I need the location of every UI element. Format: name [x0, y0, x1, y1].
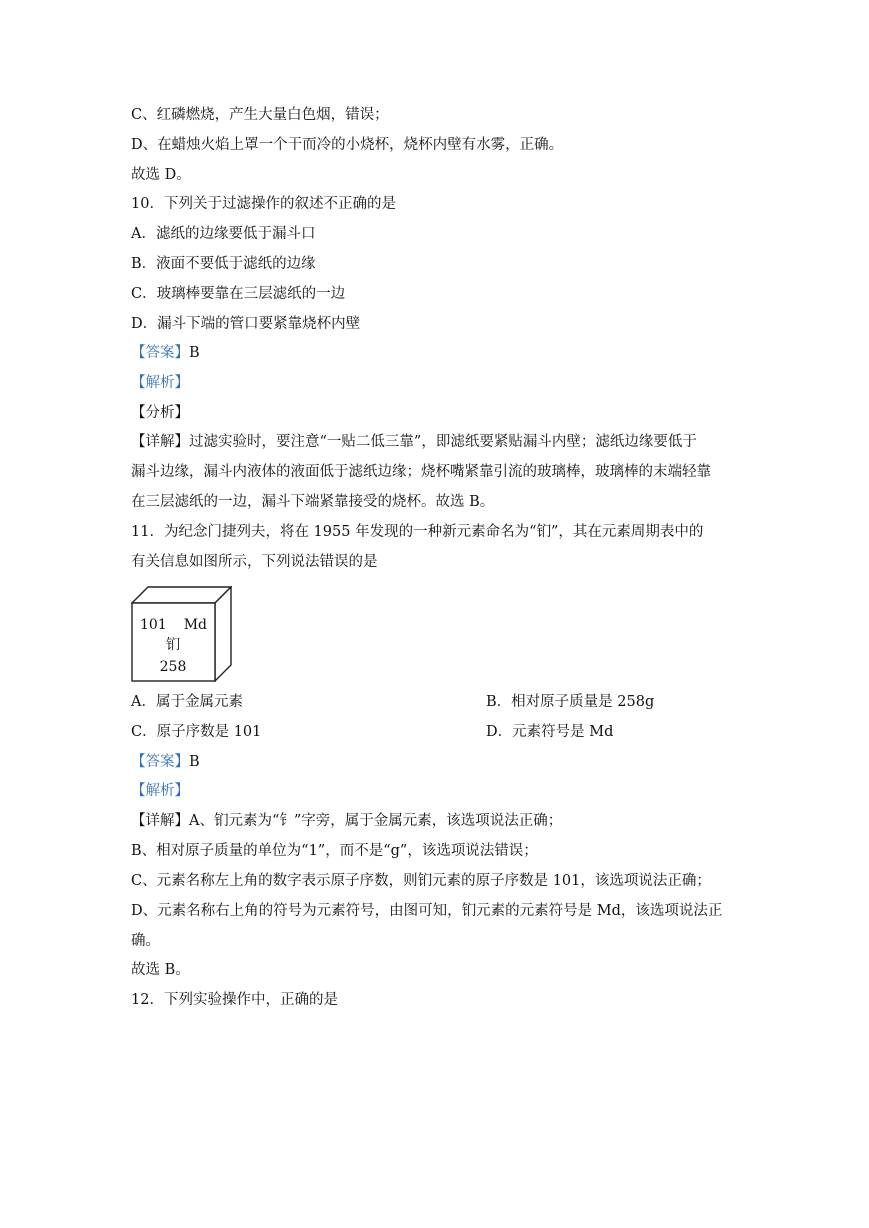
q11-detail-d-line-1: D、元素名称右上角的符号为元素符号，由图可知，钔元素的元素符号是 Md，该选项说法正: [131, 903, 723, 919]
prev-conclusion: 故选 D。: [131, 167, 191, 183]
element-atomic-number: 101: [140, 617, 167, 633]
q11-stem-line-1: 11．为纪念门捷列夫，将在 1955 年发现的一种新元素命名为“钔”，其在元素周期表中的: [131, 524, 704, 540]
prev-option-d-explanation: D、在蜡烛火焰上罩一个干而冷的小烧杯，烧杯内壁有水雾，正确。: [131, 137, 564, 153]
q10-fenxi-label: 【分析】: [131, 405, 189, 421]
q10-answer: [131, 343, 200, 363]
q10-detail-text-1: 过滤实验时，要注意“一贴二低三靠”，即滤纸要紧贴漏斗内壁；滤纸边缘要低于: [189, 434, 697, 450]
q10-detail-line-3: 在三层滤纸的一边，漏斗下端紧靠接受的烧杯。故选 B。: [131, 494, 495, 510]
q11-analysis-label: 【解析】: [131, 783, 189, 799]
q10-detail-line-1: [131, 432, 697, 452]
q11-option-d: D．元素符号是 Md: [486, 724, 614, 740]
q11-detail-label: 【详解】: [131, 813, 189, 829]
q11-detail-a-text: A、钔元素为“钅”字旁，属于金属元素，该选项说法正确；: [189, 813, 563, 829]
q11-option-c: C．原子序数是 101: [131, 724, 262, 740]
q11-stem-line-2: 有关信息如图所示，下列说法错误的是: [131, 554, 378, 570]
q10-option-a: A．滤纸的边缘要低于漏斗口: [131, 226, 316, 242]
q10-option-d: D．漏斗下端的管口要紧靠烧杯内壁: [131, 316, 361, 332]
q10-analysis-label: 【解析】: [131, 375, 189, 391]
q10-answer-label: 【答案】: [131, 345, 189, 361]
element-symbol: Md: [183, 617, 207, 633]
q11-option-b: B．相对原子质量是 258g: [486, 694, 655, 710]
q11-answer-value: B: [189, 754, 200, 770]
q12-stem: 12．下列实验操作中，正确的是: [131, 992, 338, 1008]
q11-detail-d-line-2: 确。: [131, 933, 160, 949]
q10-detail-line-2: 漏斗边缘，漏斗内液体的液面低于滤纸边缘；烧杯嘴紧靠引流的玻璃棒，玻璃棒的末端轻靠: [131, 464, 711, 480]
q11-conclusion: 故选 B。: [131, 962, 190, 978]
card-top-face: [132, 587, 231, 603]
card-side-face: [215, 587, 231, 681]
q10-stem: 10．下列关于过滤操作的叙述不正确的是: [131, 196, 396, 212]
q11-option-a: A．属于金属元素: [131, 694, 243, 710]
q10-answer-value: B: [189, 345, 200, 361]
element-atomic-mass: 258: [159, 659, 187, 675]
q11-detail-c: C、元素名称左上角的数字表示原子序数，则钔元素的原子序数是 101，该选项说法正确；: [131, 873, 711, 889]
q11-detail-a: [131, 811, 562, 831]
element-name: 钔: [166, 637, 180, 653]
q10-detail-label: 【详解】: [131, 434, 189, 450]
prev-option-c-explanation: C、红磷燃烧，产生大量白色烟，错误；: [131, 107, 389, 123]
q11-answer: [131, 752, 200, 772]
q10-option-c: C．玻璃棒要靠在三层滤纸的一边: [131, 286, 346, 302]
q11-answer-label: 【答案】: [131, 754, 189, 770]
element-card-figure: [131, 586, 232, 682]
q11-detail-b: B、相对原子质量的单位为“1”，而不是“g”，该选项说法错误；: [131, 843, 538, 859]
q10-option-b: B．液面不要低于滤纸的边缘: [131, 256, 316, 272]
